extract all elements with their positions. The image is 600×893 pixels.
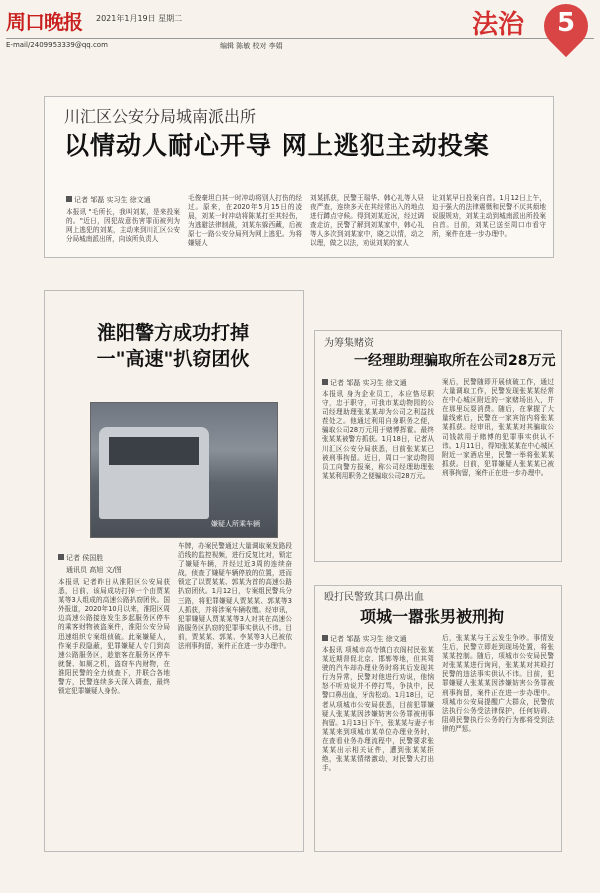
contact-email: E-mail/2409953339@qq.com [6, 41, 108, 49]
top-article-col-2: 毛俊豪坦白其一时冲动将别人打伤的经过。原来，在2020年5月15日的凌晨，刘某一时冲动将陈某打至其轻伤，为逃避法律制裁，刘某东躲西藏，后被原七一路公安分局列为网上逃犯。为将嫌疑人 [188, 194, 302, 248]
right-article-1-headline: 一经理助理骗取所在公司28万元 [354, 353, 556, 369]
page-number: 5 [556, 8, 576, 38]
left-article-byline: 记者 侯国胜 通讯员 高旭 文/图 [58, 553, 122, 575]
top-article-headline: 以情动人耐心开导 网上逃犯主动投案 [64, 131, 490, 160]
left-article-headline [60, 320, 286, 372]
top-article-col-4: 让刘某早日投案自首。1月12日上午，迫于强大的法律震慑和民警不厌其烦地说服规劝，刘某主动到城南派出所投案自首。目前，刘某已送至周口市看守所，案件在进一步办理中。 [432, 194, 546, 239]
issue-date: 2021年1月19日 星期二 [96, 14, 183, 23]
right-article-1-col-1: 本报讯 身为企业员工，本应恪尽职守，忠于职守，可我市某动物园的公司经理助理张某某却为公司之利益找茬处之。他通过利用自身职务之便，骗取公司28万元用于赌博挥霍。最终张某某被警方抓获。1月18日，记者从川汇区公安分局获悉，目前张某某已被刑事拘留。近日，周口一家动物园员工向警方报案，称公司经理助理张某某利用职务之便骗取公司28万元。 [322, 390, 434, 480]
top-article-col-3: 刘某抓获，民警王瑞华、韩心礼等人昼夜严查，连续多天在其经常出入的地点进行蹲点守候。得到刘某近况，经过调查走访，民警了解到刘某家中，韩心礼等人多次到刘某家中，晓之以情，动之以理，做之以法，劝说刘某的家人 [310, 194, 424, 248]
vehicle-window [109, 437, 199, 465]
top-article-byline: 记者 邹磊 实习生 徐文通 [66, 195, 151, 205]
right-article-1-kicker: 为筹集赌资 [324, 338, 374, 349]
right-article-2-col-2: 后，张某某与王云发生争吵。事情发生后，民警立即赶到现场处置，将张某某控制。随后，项城市公安局民警对张某某进行询问，张某某对其殴打民警的违法事实供认不讳。目前，犯罪嫌疑人张某某因涉嫌妨害公务罪被刑事拘留，案件正在进一步办理中。项城市公安局提醒广大群众，民警依法执行公务受法律保护，任何妨碍、阻碍民警执行公务的行为都将受到法律的严惩。 [442, 634, 554, 733]
left-article-col-2: 车牌，办案民警通过大量调取案发路段沿线的监控视频，进行反复比对，锁定了嫌疑车辆，并经过近3周的连续奋战，侦查了嫌疑车辆停放的位置，进而锁定了以贾某某、郭某为首的高速公路扒窃团伙。1月12日，专案组民警兵分三路，将犯罪嫌疑人贾某某、郭某等3人抓获，并将涉案车辆收缴。经审讯，犯罪嫌疑人贾某某等3人对其在高速公路服务区扒窃的犯罪事实供认不讳。目前，贾某某、郭某、李某等3人已被依法刑事拘留，案件正在进一步办理中。 [178, 542, 292, 651]
suspect-vehicle-photo [90, 402, 278, 538]
top-article-kicker: 川汇区公安分局城南派出所 [64, 107, 257, 126]
right-article-2-headline: 项城一嚣张男被刑拘 [360, 607, 505, 626]
right-article-2-col-1: 本报讯 项城市高寺镇白衣阁村民张某某近期督促北京、邯郸等地，但其驾驶的汽车却办理业务时将其后发现其行为异常，民警对他进行劝说，他恼怒不听劝说并不停打骂，争执中，民警口鼻出血，牙齿松动。1月18日，记者从项城市公安局获悉，目前犯罪嫌疑人张某某因涉嫌妨害公务罪被刑事拘留。1月13日下午，张某某与妻子韦某某来到项城市某单位办理业务时，在查看业务办理流程中，民警要求张某某出示相关证件，遭到张某某拒绝，张某某情绪激动，对民警大打出手。 [322, 646, 434, 773]
byline-marker-icon [58, 554, 64, 560]
byline-marker-icon [66, 196, 72, 202]
editor-credit: 编辑 陈敏 校对 李娟 [220, 42, 283, 50]
right-article-2-kicker: 殴打民警致其口鼻出血 [324, 592, 424, 603]
right-article-1-col-2: 案后，民警随即开展侦破工作，通过大量调取工作，民警发现张某某经常在中心城区附近的一家赌场出入，并在那里玩耍消费。随后，在掌握了大量线索后，民警在一家宾馆内将张某某抓获。经审讯，张某某对其骗取公司钱款用于赌博的犯罪事实供认不讳。1月11日，得知张某某在中心城区附近一家酒店里，民警一举将张某某抓获。目前，犯罪嫌疑人张某某已被刑事拘留，案件正在进一步办理中。 [442, 378, 554, 477]
right-article-2-byline: 记者 邹磊 实习生 徐文通 [322, 634, 407, 644]
top-article-col-1: 本报讯 "毛所长，我叫刘某，是来投案的。"近日，因犯故意伤害罪而被列为网上逃犯的刘某，主动来到川汇区公安分局城南派出所，向该所负责人 [66, 208, 180, 244]
section-title: 法治 [472, 10, 525, 40]
left-headline-line-2: 一"高速"扒窃团伙 [96, 348, 250, 370]
byline-marker-icon [322, 379, 328, 385]
masthead: 周口晚报 [6, 10, 82, 34]
right-article-1-byline: 记者 邹磊 实习生 徐文通 [322, 378, 407, 388]
photo-caption: 嫌疑人所乘车辆 [211, 520, 260, 528]
left-article-col-1: 本报讯 记者昨日从淮阳区公安局获悉，日前，该局成功打掉一个由贾某某等3人组成的高速公路扒窃团伙。国外报道，2020年10月以来，淮阳区周边高速公路接连发生多起服务区停车的乘客财物被盗案件，淮阳公安分局迅速组织专案组侦破。此案嫌疑人，作案手段隐蔽，犯罪嫌疑人专门到高速公路服务区，趁旅客在服务区停车就餐、如厕之机，盗窃车内财物，在淮阳民警的全力侦查下，并联合各地警方，民警连续多天深入调查，最终锁定犯罪嫌疑人身份。 [58, 578, 170, 696]
left-headline-line-1: 淮阳警方成功打掉 [96, 322, 249, 344]
byline-marker-icon [322, 635, 328, 641]
